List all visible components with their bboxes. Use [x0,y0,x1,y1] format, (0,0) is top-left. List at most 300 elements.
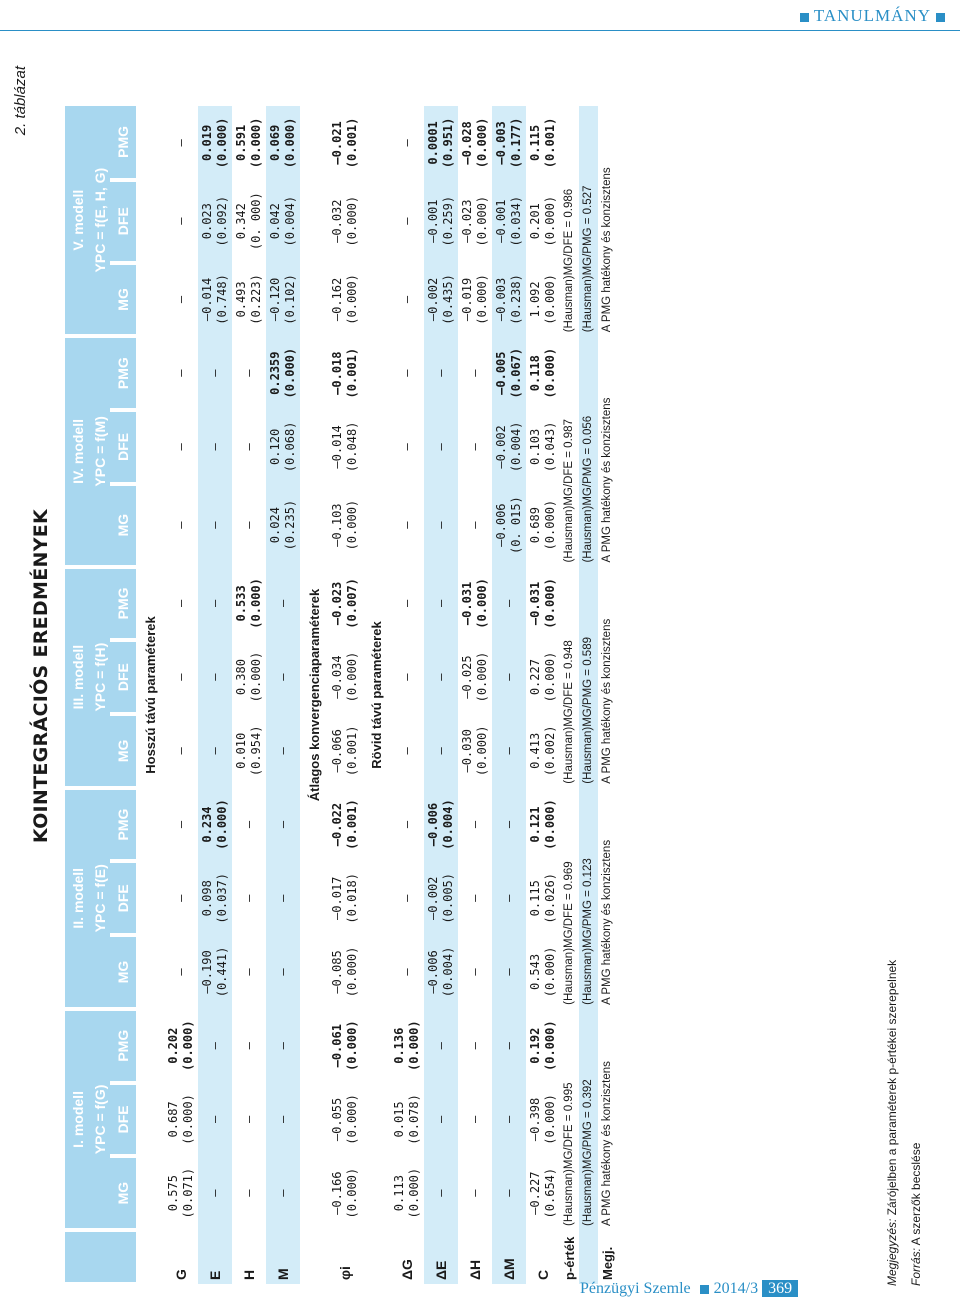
p-value: (0.000) [475,195,489,247]
table-cell [390,106,424,180]
table-cell [266,410,300,484]
row-label: E [198,1230,232,1284]
coef-value: – [173,968,188,976]
coef-value: – [433,521,448,529]
coef-value: – [173,217,188,225]
table-row [232,106,266,1284]
section-label: TANULMÁNY [795,6,950,26]
row-label: C [534,1269,551,1280]
corner-cell [110,1230,136,1284]
p-value: (0.000) [543,347,557,399]
table-cell [232,640,266,714]
table-cell [328,567,362,641]
table-cell [424,935,458,1009]
table-cell [492,336,526,410]
page-number: 369 [762,1280,798,1297]
table-cell [492,861,526,935]
coef-value: –0.061 [330,1024,344,1068]
conclusion: A PMG hatékony és konzisztens [601,839,613,1005]
estimator-header: DFE [110,1083,136,1157]
table-cell [526,336,560,410]
coef-value: 0.533 [234,585,248,622]
table-cell [232,714,266,788]
table-cell [198,567,232,641]
p-value: (0.000) [543,799,557,850]
section-row [136,106,164,1284]
p-value: (0.000) [215,799,229,850]
estimator-header: DFE [110,861,136,935]
note-line: Megjegyzés: Zárójelben a paraméterek p-értékei szerepelnek [885,959,899,1286]
table-cell [492,714,526,788]
coef-value: 0.413 [528,732,542,769]
table-cell [266,861,300,935]
coef-value: 0.136 [392,1027,406,1064]
p-value: (0.000) [283,347,297,399]
p-value: (0. 000) [249,192,263,251]
coef-value: –0.001 [426,199,440,243]
p-value: (0.259) [441,195,455,247]
p-value: (0.000) [345,946,359,998]
coef-value: – [467,521,482,529]
coef-value: –0.006 [494,503,508,547]
table-cell [198,935,232,1009]
conclusion: A PMG hatékony és konzisztens [601,167,613,333]
row-label: p-érték [562,1236,577,1280]
coef-value: –0.002 [426,876,440,920]
p-value: (0.102) [283,274,297,325]
table-cell [390,714,424,788]
p-value: (0.001) [345,725,359,777]
coef-value: – [275,820,290,829]
coef-value: 0.113 [392,1175,406,1212]
table-cell [198,484,232,567]
table-cell [492,263,526,337]
coef-value: – [467,443,482,451]
p-value: (0.177) [509,117,523,169]
table-cell [164,106,198,180]
table-cell [328,935,362,1009]
table-row [390,106,424,1284]
coef-value: –0.018 [330,351,344,395]
table-cell [232,336,266,410]
coef-value: – [399,673,414,681]
table-cell [424,567,458,641]
table-cell [526,410,560,484]
coef-value: – [207,747,222,755]
coef-value: –0.055 [330,1097,344,1142]
table-cell [390,935,424,1009]
coef-value: 0.201 [528,203,542,240]
coef-value: 0.069 [268,124,282,161]
coef-value: – [207,1115,222,1124]
coef-value: – [501,747,516,755]
table-cell [266,714,300,788]
table-cell [232,1083,266,1157]
page-header [0,0,960,40]
coef-value: – [399,295,414,304]
p-value: (0.000) [475,725,489,777]
estimator-header: MG [110,1156,136,1230]
row-label: ΔE [424,1230,458,1284]
hausman-test: (Hausman)MG/DFE = 0.948 [563,640,575,784]
p-value: (0.037) [215,872,229,924]
hausman-test: (Hausman)MG/PMG = 0.056 [579,336,598,566]
table-cell [232,861,266,935]
table-cell [198,861,232,935]
coef-value: 0.098 [200,880,214,917]
coef-value: 0.227 [528,659,542,696]
p-value: (0.048) [345,421,359,473]
coef-value: – [275,673,290,681]
coef-value: –0.014 [330,425,344,469]
table-row [424,106,458,1284]
table-cell [198,180,232,263]
table-cell [328,336,362,410]
table-row [492,106,526,1284]
coef-value: – [467,1189,482,1197]
row-label [328,1230,362,1284]
model-equation: YPC = f(M) [91,336,110,566]
coef-value: – [207,521,222,529]
table-cell [266,935,300,1009]
table-row [458,106,492,1284]
coef-value: –0.028 [460,121,474,165]
p-value: (0.000) [475,274,489,325]
table-cell [390,640,424,714]
table-cell [492,640,526,714]
estimator-header: DFE [110,410,136,484]
p-value: (0.748) [215,274,229,325]
p-value: (0.954) [249,725,263,777]
coef-value: – [173,747,188,755]
section-row [362,106,390,1284]
p-value: (0.000) [345,499,359,551]
coef-value: – [173,443,188,451]
table-cell [198,714,232,788]
p-value: (0.000) [543,195,557,247]
row-label: ΔG [398,1259,415,1280]
table-cell [458,410,492,484]
table-cell [232,935,266,1009]
corner-cell [91,1230,110,1284]
table-cell [390,336,424,410]
coef-value: – [501,968,516,976]
table-cell [458,1083,492,1157]
coef-value: –0.162 [330,277,344,322]
conclusion: A PMG hatékony és konzisztens [601,397,613,563]
table-cell [492,567,526,641]
model-name: I. modell [65,1009,91,1230]
p-value: (0.235) [283,499,297,551]
p-value: (0.000) [181,1094,195,1145]
table-cell [164,935,198,1009]
table-cell [328,1083,362,1157]
table-cell [232,788,266,862]
table-cell [390,263,424,337]
coef-value: – [275,599,290,608]
table-cell [164,567,198,641]
p-value: (0.000) [249,117,263,169]
coef-value: –0.031 [528,581,542,626]
section-title: Átlagos konvergenciaparaméterek [300,106,328,1284]
coef-value: 0.493 [234,281,248,318]
row-label: M [266,1230,300,1284]
table-cell [198,640,232,714]
table-cell [492,1083,526,1157]
journal-name: Pénzügyi Szemle [580,1280,691,1297]
p-value: (0.000) [407,1020,421,1071]
table-notes [880,960,928,1286]
coef-value: – [501,673,516,681]
table-cell [328,410,362,484]
coef-value: 0.543 [528,953,542,991]
table-cell [164,714,198,788]
coef-value: – [467,369,482,377]
table-cell [390,1083,424,1157]
estimator-header: PMG [110,336,136,410]
p-value: (0.435) [441,274,455,325]
table-cell [526,1156,560,1230]
coef-value: – [207,599,222,608]
table-cell [328,263,362,337]
p-value: (0.018) [345,872,359,924]
table-row [164,106,198,1284]
coef-value: 0.234 [200,806,214,843]
p-value: (0.000) [475,117,489,169]
table-cell [424,484,458,567]
megj-row [598,106,617,1284]
coef-value: –0.023 [330,581,344,626]
p-value: (0.000) [543,946,557,998]
p-value: (0.000) [345,274,359,325]
conclusion: A PMG hatékony és konzisztens [601,618,613,784]
table-cell [266,1009,300,1083]
estimator-header: MG [110,714,136,788]
coef-value: –0.032 [330,199,344,243]
p-value: (0.068) [283,421,297,473]
table-cell [458,106,492,180]
coef-value: –0.002 [426,277,440,322]
row-label [579,1230,598,1284]
coef-value: 0.0001 [426,121,440,165]
table-row [198,106,232,1284]
coef-value: – [467,820,482,829]
coef-value: –0.120 [268,277,282,322]
table-cell [526,180,560,263]
coef-value: 0.380 [234,659,248,696]
table-row [328,106,362,1284]
coef-value: –0.103 [330,503,344,547]
coef-value: – [501,1042,516,1050]
coef-value: – [207,443,222,451]
table-cell [232,180,266,263]
coef-value: –0.019 [460,277,474,322]
table-cell [492,106,526,180]
table-cell [458,180,492,263]
table-cell [266,640,300,714]
coef-value: – [467,894,482,902]
model-name: V. modell [65,106,91,336]
table-cell [458,1009,492,1083]
coef-value: –0.030 [460,729,474,773]
table-cell [164,1156,198,1230]
table-cell [458,640,492,714]
coef-value: – [399,820,414,829]
source-line: Forrás: A szerzők becslése [909,1142,923,1286]
table-cell [390,484,424,567]
table-row [526,106,560,1284]
p-value: (0.000) [475,651,489,703]
model-equation: YPC = f(E, H, G) [91,106,110,336]
table-cell [232,567,266,641]
model-equation: YPC = f(G) [91,1009,110,1230]
coef-value: – [399,139,414,147]
p-value: (0.000) [249,578,263,629]
coef-value: – [207,673,222,681]
coef-value: – [241,1189,256,1197]
table-cell [458,935,492,1009]
p-value: (0.004) [283,195,297,247]
coef-value: –0.034 [330,655,344,699]
coef-value: –0.398 [528,1097,542,1142]
p-value: (0.007) [345,578,359,629]
table-cell [198,410,232,484]
coef-value: – [399,369,414,377]
table-cell [424,1009,458,1083]
coef-value: – [241,443,256,451]
table-cell [198,788,232,862]
p-value: (0.441) [215,946,229,998]
table-cell [328,484,362,567]
hausman-test: (Hausman)MG/DFE = 0.969 [563,861,575,1005]
coef-value: – [173,820,188,829]
coef-value: 0.115 [528,124,542,161]
coef-value: – [501,1189,516,1197]
coef-value: – [173,521,188,529]
coef-value: –0.003 [494,121,508,165]
coef-value: – [173,599,188,608]
coef-value: 0.103 [528,428,542,465]
coef-value: 0.342 [234,203,248,240]
table-cell [198,336,232,410]
coef-value: 0.687 [166,1101,180,1138]
p-value: (0.000) [407,1167,421,1219]
coef-value: – [399,599,414,608]
cointegration-table [65,106,617,1286]
table-cell [390,861,424,935]
coef-value: –0.227 [528,1171,542,1215]
table-cell [424,714,458,788]
coef-value: – [275,1042,290,1050]
section-row [300,106,328,1284]
coef-value: –0.025 [460,655,474,699]
table-cell [492,935,526,1009]
conclusion: A PMG hatékony és konzisztens [601,1061,613,1226]
row-label: ΔM [492,1230,526,1284]
table-cell [328,861,362,935]
table-cell [526,263,560,337]
table-cell [424,336,458,410]
p-value: (0.223) [249,274,263,325]
model-equation: YPC = f(E) [91,788,110,1009]
model-name: IV. modell [65,336,91,566]
rotated-table-page [0,46,960,1306]
coef-value: – [501,894,516,902]
table-cell [164,336,198,410]
hausman-test: (Hausman)MG/PMG = 0.527 [579,106,598,336]
p-value: (0.001) [345,799,359,850]
coef-value: –0.021 [330,121,344,165]
p-value: (0.000) [543,499,557,551]
p-value: (0.004) [509,421,523,473]
table-cell [424,788,458,862]
table-cell [198,1083,232,1157]
table-cell [164,180,198,263]
coef-value: – [275,1189,290,1197]
header-row-equations [91,106,110,1284]
coef-value: – [275,747,290,755]
table-cell [526,640,560,714]
p-value: (0.000) [543,651,557,703]
table-cell [266,484,300,567]
estimator-header: PMG [110,106,136,180]
p-value: (0.026) [543,872,557,924]
p-value: (0.000) [345,195,359,247]
table-cell [328,640,362,714]
table-cell [164,263,198,337]
p-value: (0.000) [345,1094,359,1145]
coef-value: – [433,443,448,451]
p-value: (0.005) [441,872,455,924]
table-cell [458,567,492,641]
coef-value: 0.023 [200,203,214,240]
section-title: Rövid távú paraméterek [362,106,390,1284]
table-cell [232,1156,266,1230]
table-cell [526,1009,560,1083]
coef-value: – [501,820,516,829]
pvalue-row [579,106,598,1284]
coef-value: – [399,217,414,225]
table-cell [492,1009,526,1083]
estimator-header: PMG [110,567,136,641]
coef-value: – [399,521,414,529]
table-cell [424,861,458,935]
p-value: (0. 015) [509,496,523,555]
coef-value: 0.042 [268,203,282,240]
coef-value: – [433,1042,448,1050]
hausman-test: (Hausman)MG/PMG = 0.392 [579,1009,598,1230]
section-title: Hosszú távú paraméterek [136,106,164,1284]
table-cell [424,410,458,484]
coef-value: –0.005 [494,351,508,395]
p-value: (0.092) [215,195,229,247]
table-cell [232,106,266,180]
coef-value: – [399,443,414,451]
coef-value: – [241,521,256,529]
p-value: (0.001) [345,117,359,169]
row-label: H [240,1269,257,1280]
table-cell [526,484,560,567]
table-cell [198,1156,232,1230]
hausman-test: (Hausman)MG/DFE = 0.995 [563,1082,575,1226]
coef-value: 0.115 [528,880,542,917]
estimator-header: PMG [110,788,136,862]
coef-value: 0.010 [234,732,248,769]
table-cell [266,567,300,641]
table-cell [526,861,560,935]
coef-value: – [241,894,256,902]
table-cell [526,106,560,180]
